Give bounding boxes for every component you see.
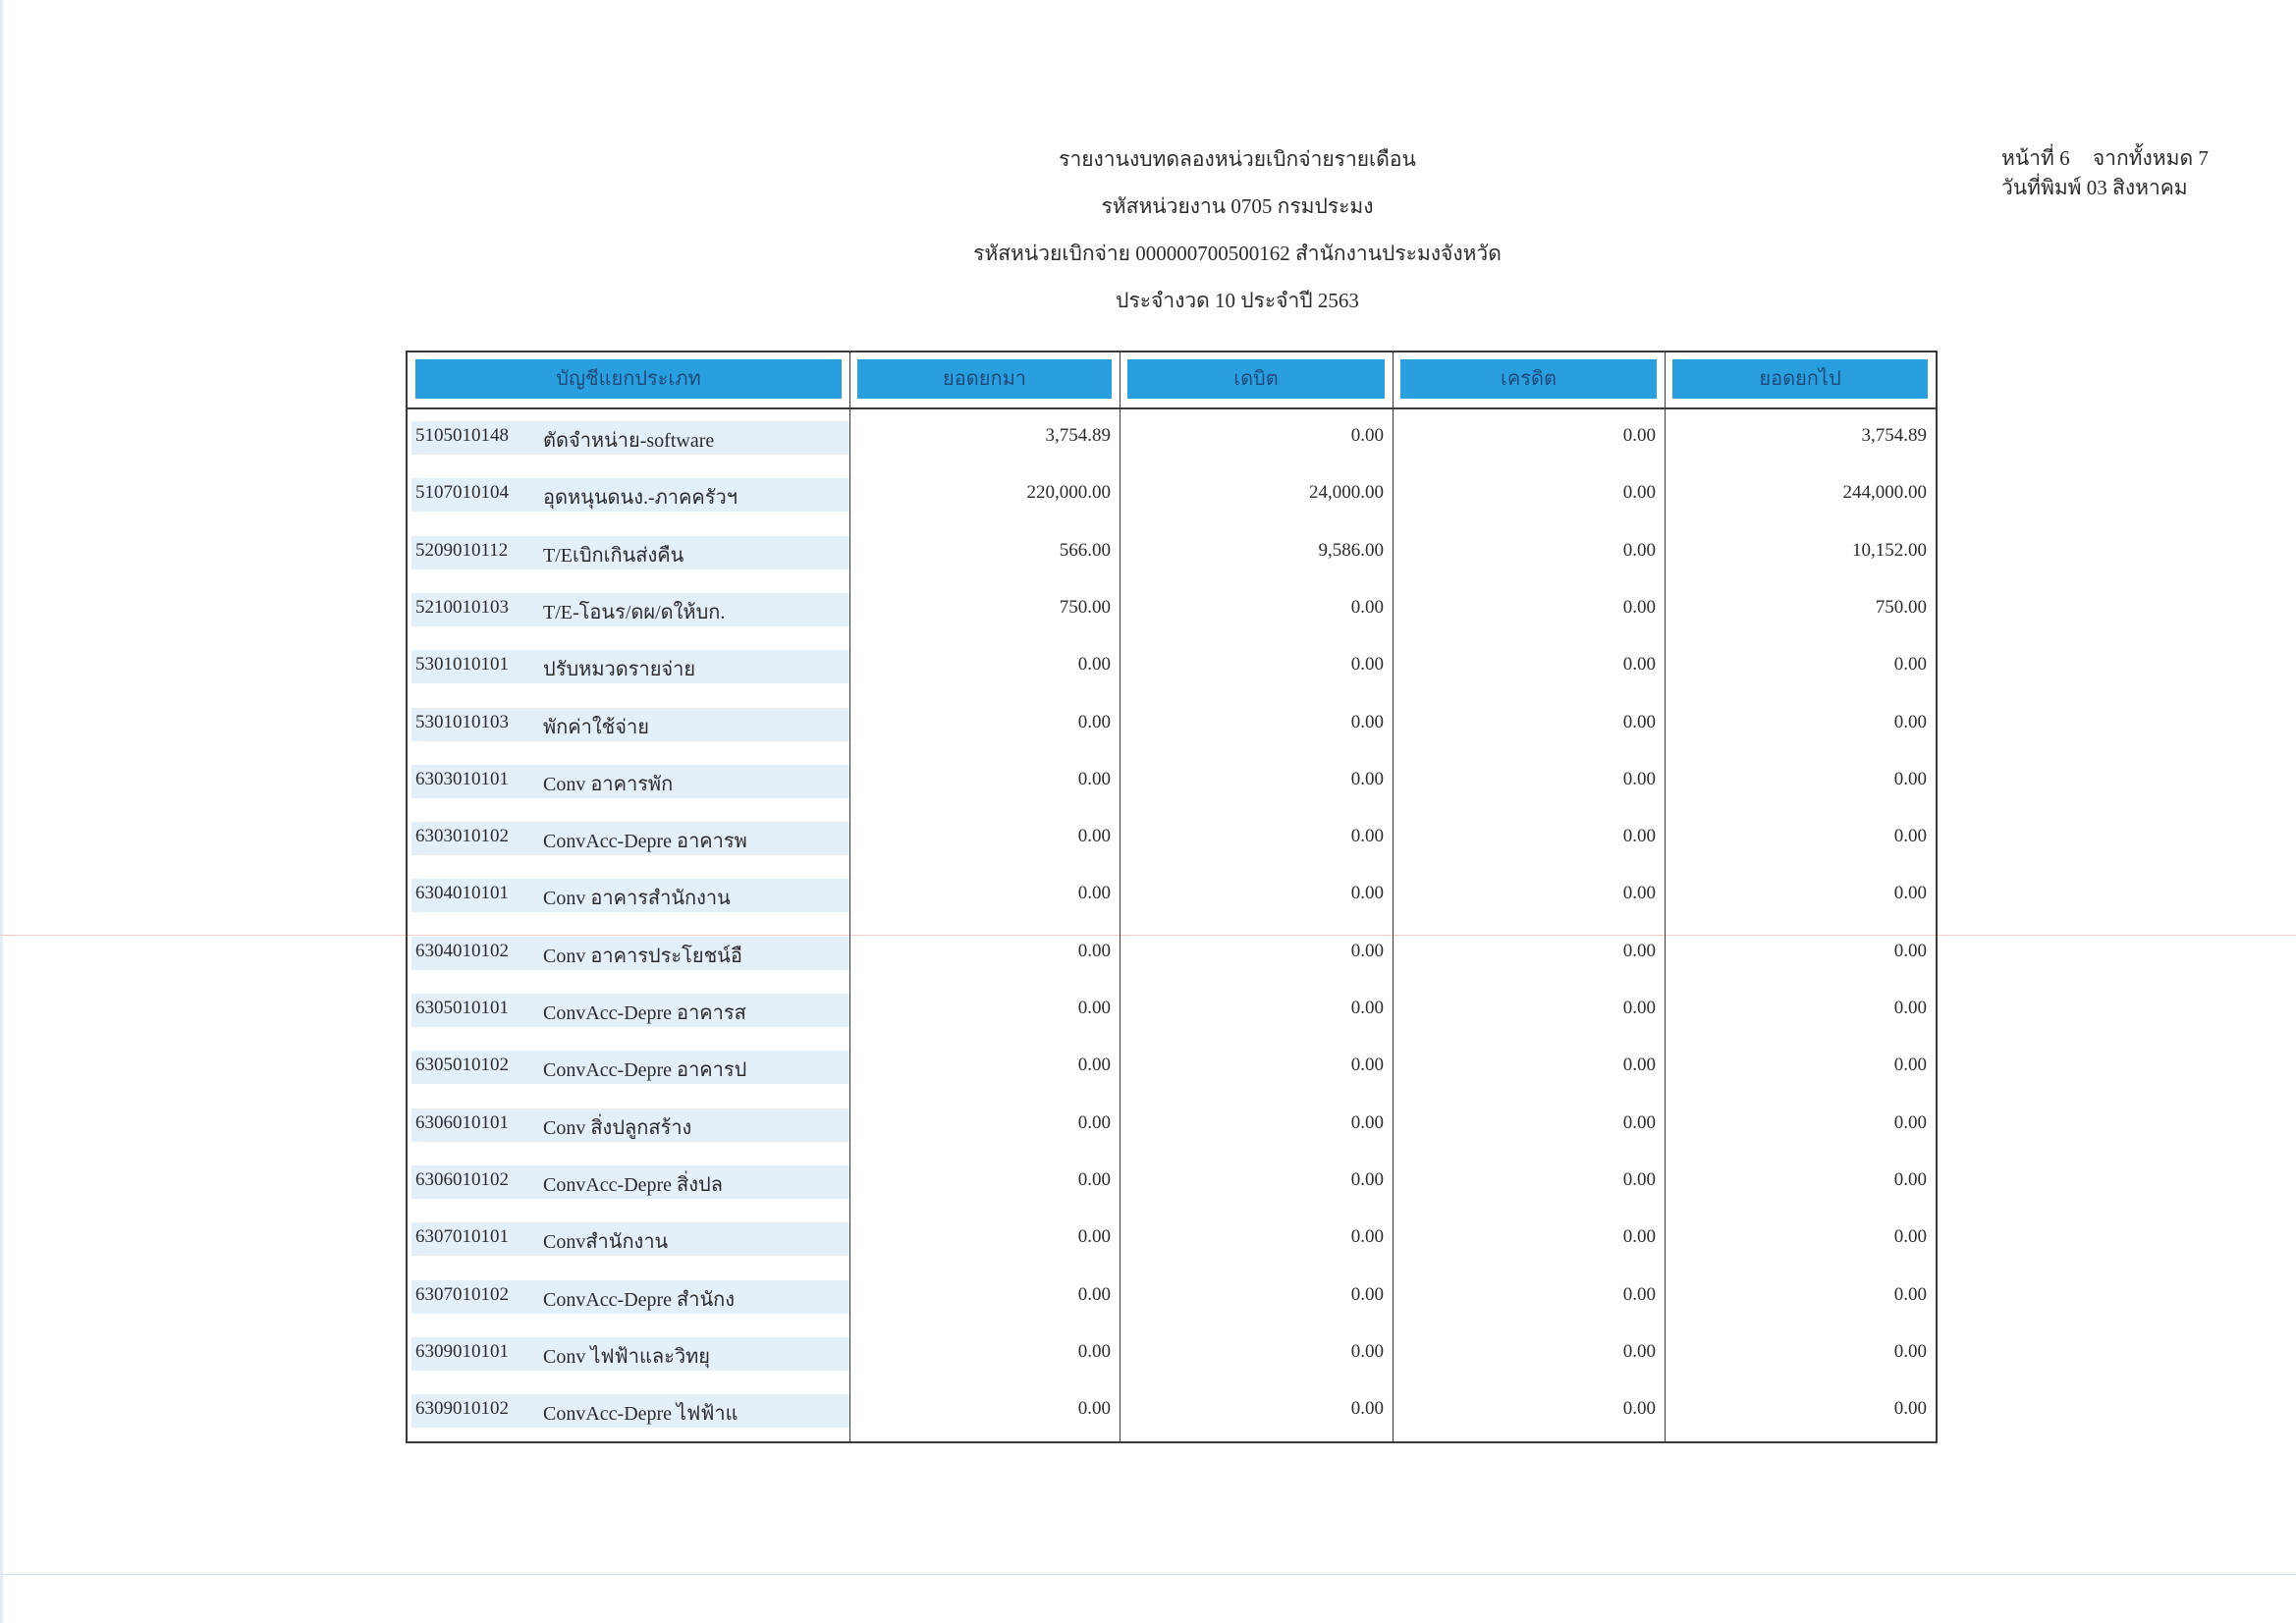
account-cell: [411, 1280, 849, 1314]
table-row: [408, 1097, 1936, 1154]
debit-cell: 0.00: [1350, 1111, 1384, 1133]
carried-forward-cell: 0.00: [1893, 883, 1927, 904]
carried-forward-cell: 3,754.89: [1861, 425, 1927, 446]
carried-forward-cell: 0.00: [1893, 1168, 1927, 1190]
credit-cell: 0.00: [1622, 596, 1656, 618]
account-cell: [411, 937, 849, 970]
account-code: 5301010103: [415, 711, 509, 732]
credit-cell: 0.00: [1622, 883, 1656, 904]
header-brought-forward: ยอดยกมา: [857, 359, 1112, 399]
brought-forward-cell: 0.00: [1077, 1340, 1111, 1362]
account-name: Conv สิ่งปลูกสร้าง: [543, 1116, 692, 1139]
credit-cell: 0.00: [1622, 539, 1656, 561]
debit-cell: 9,586.00: [1318, 539, 1384, 561]
page-label: หน้าที่: [2001, 146, 2054, 170]
carried-forward-cell: 244,000.00: [1842, 482, 1927, 504]
credit-cell: 0.00: [1622, 1398, 1656, 1420]
account-cell: [411, 593, 849, 626]
credit-cell: 0.00: [1622, 1055, 1656, 1076]
account-name: ConvAcc-Depre สิ่งปล: [543, 1173, 723, 1196]
account-name: Conv อาคารสำนักงาน: [543, 888, 731, 910]
carried-forward-cell: 10,152.00: [1852, 539, 1927, 561]
table-row: [408, 1211, 1936, 1268]
debit-cell: 0.00: [1350, 425, 1384, 446]
print-date-label: วันที่พิมพ์: [2001, 176, 2082, 199]
account-cell: [411, 1337, 849, 1371]
table-row: [408, 925, 1936, 982]
carried-forward-cell: 0.00: [1893, 1226, 1927, 1248]
brought-forward-cell: 0.00: [1077, 883, 1111, 904]
account-code: 6305010101: [415, 998, 509, 1018]
credit-cell: 0.00: [1622, 826, 1656, 847]
account-cell: [411, 478, 849, 512]
table-row: [408, 810, 1936, 867]
page-number: 6: [2059, 146, 2070, 170]
account-code: 6309010102: [415, 1398, 509, 1420]
carried-forward-cell: 0.00: [1893, 1283, 1927, 1305]
carried-forward-cell: 0.00: [1893, 654, 1927, 676]
credit-cell: 0.00: [1622, 940, 1656, 961]
account-cell: [411, 765, 849, 798]
account-name: ปรับหมวดรายจ่าย: [543, 659, 696, 681]
account-name: Conv อาคารประโยชน์อื: [543, 945, 742, 967]
table-row: [408, 867, 1936, 924]
carried-forward-cell: 0.00: [1893, 826, 1927, 847]
header-credit: เครดิต: [1400, 359, 1657, 399]
table-row: [408, 1154, 1936, 1211]
brought-forward-cell: 750.00: [1059, 596, 1111, 618]
account-cell: [411, 822, 849, 855]
brought-forward-cell: 0.00: [1077, 1226, 1111, 1248]
account-code: 6307010101: [415, 1226, 509, 1248]
account-code: 5301010101: [415, 654, 509, 676]
credit-cell: 0.00: [1622, 1340, 1656, 1362]
header-ledger-account: บัญชีแยกประเภท: [415, 359, 842, 399]
table-row: [408, 409, 1936, 466]
of-label: จากทั้งหมด: [2092, 146, 2194, 170]
brought-forward-cell: 0.00: [1077, 1283, 1111, 1305]
brought-forward-cell: 220,000.00: [1026, 482, 1111, 504]
table-row: [408, 1269, 1936, 1325]
debit-cell: 0.00: [1350, 826, 1384, 847]
debit-cell: 0.00: [1350, 1398, 1384, 1420]
carried-forward-cell: 0.00: [1893, 1398, 1927, 1420]
account-code: 6304010101: [415, 883, 509, 904]
table-row: [408, 466, 1936, 523]
carried-forward-cell: 0.00: [1893, 998, 1927, 1018]
brought-forward-cell: 3,754.89: [1045, 425, 1111, 446]
credit-cell: 0.00: [1622, 1283, 1656, 1305]
account-name: ConvAcc-Depre สำนักง: [543, 1288, 736, 1311]
carried-forward-cell: 0.00: [1893, 1111, 1927, 1133]
table-row: [408, 696, 1936, 753]
account-cell: [411, 421, 849, 455]
credit-cell: 0.00: [1622, 768, 1656, 789]
account-name: Conv ไฟฟ้าและวิทยุ: [543, 1345, 710, 1368]
print-date: [2001, 173, 2209, 202]
header-carried-forward: ยอดยกไป: [1672, 359, 1928, 399]
header-debit: เดบิต: [1127, 359, 1385, 399]
account-cell: [411, 1394, 849, 1428]
account-cell: [411, 536, 849, 569]
scan-artifact-line: [0, 1574, 2296, 1575]
account-name: ConvAcc-Depre ไฟฟ้าแ: [543, 1403, 738, 1426]
table-row: [408, 524, 1936, 581]
account-code: 6306010101: [415, 1111, 509, 1133]
table-row: [408, 753, 1936, 810]
table-row: [408, 1325, 1936, 1382]
account-cell: [411, 879, 849, 912]
account-code: 6303010102: [415, 826, 509, 847]
table-row: [408, 638, 1936, 695]
carried-forward-cell: 0.00: [1893, 1340, 1927, 1362]
credit-cell: 0.00: [1622, 1168, 1656, 1190]
account-name: T/Eเบิกเกินส่งคืน: [543, 544, 684, 567]
carried-forward-cell: 0.00: [1893, 768, 1927, 789]
brought-forward-cell: 0.00: [1077, 1111, 1111, 1133]
page-counter: [2001, 143, 2209, 173]
brought-forward-cell: 0.00: [1077, 711, 1111, 732]
account-name: ConvAcc-Depre อาคารพ: [543, 831, 747, 853]
print-date-value: 03 สิงหาคม: [2086, 176, 2188, 199]
account-code: 5107010104: [415, 482, 509, 504]
brought-forward-cell: 0.00: [1077, 940, 1111, 961]
report-title: รายงานงบทดลองหน่วยเบิกจ่ายรายเดือน: [1059, 147, 1416, 171]
credit-cell: 0.00: [1622, 425, 1656, 446]
account-cell: [411, 1165, 849, 1199]
brought-forward-cell: 0.00: [1077, 1055, 1111, 1076]
account-cell: [411, 994, 849, 1027]
account-cell: [411, 650, 849, 683]
brought-forward-cell: 0.00: [1077, 1168, 1111, 1190]
debit-cell: 0.00: [1350, 998, 1384, 1018]
trial-balance-table: [406, 351, 1938, 1443]
debit-cell: 0.00: [1350, 654, 1384, 676]
account-name: อุดหนุนดนง.-ภาคครัวฯ: [543, 487, 738, 510]
credit-cell: 0.00: [1622, 1226, 1656, 1248]
carried-forward-cell: 750.00: [1875, 596, 1927, 618]
debit-cell: 0.00: [1350, 1226, 1384, 1248]
total-pages: 7: [2198, 146, 2209, 170]
account-code: 6307010102: [415, 1283, 509, 1305]
account-code: 5210010103: [415, 596, 509, 618]
account-name: ตัดจำหน่าย-software: [543, 430, 715, 452]
credit-cell: 0.00: [1622, 654, 1656, 676]
credit-cell: 0.00: [1622, 1111, 1656, 1133]
brought-forward-cell: 0.00: [1077, 768, 1111, 789]
account-code: 6303010101: [415, 768, 509, 789]
account-code: 5105010148: [415, 425, 509, 446]
table-row: [408, 982, 1936, 1039]
account-cell: [411, 1109, 849, 1142]
carried-forward-cell: 0.00: [1893, 940, 1927, 961]
brought-forward-cell: 0.00: [1077, 826, 1111, 847]
page-info: [2001, 143, 2209, 202]
debit-cell: 0.00: [1350, 596, 1384, 618]
account-cell: [411, 1051, 849, 1084]
account-code: 5209010112: [415, 539, 509, 561]
credit-cell: 0.00: [1622, 998, 1656, 1018]
disbursement-unit-line: รหัสหน่วยเบิกจ่าย 000000700500162 สำนักงานประมงจังหวัด: [973, 242, 1502, 265]
account-code: 6309010101: [415, 1340, 509, 1362]
account-code: 6306010102: [415, 1168, 509, 1190]
period-line: ประจำงวด 10 ประจำปี 2563: [1116, 289, 1359, 312]
brought-forward-cell: 566.00: [1059, 539, 1111, 561]
account-name: ConvAcc-Depre อาคารป: [543, 1059, 747, 1082]
debit-cell: 24,000.00: [1309, 482, 1384, 504]
report-title-block: [884, 135, 1591, 324]
account-cell: [411, 708, 849, 741]
table-row: [408, 1382, 1936, 1439]
account-name: ConvAcc-Depre อาคารส: [543, 1002, 746, 1024]
debit-cell: 0.00: [1350, 768, 1384, 789]
credit-cell: 0.00: [1622, 711, 1656, 732]
account-name: Convสำนักงาน: [543, 1231, 669, 1254]
debit-cell: 0.00: [1350, 940, 1384, 961]
brought-forward-cell: 0.00: [1077, 998, 1111, 1018]
debit-cell: 0.00: [1350, 1340, 1384, 1362]
debit-cell: 0.00: [1350, 1055, 1384, 1076]
debit-cell: 0.00: [1350, 1283, 1384, 1305]
brought-forward-cell: 0.00: [1077, 1398, 1111, 1420]
carried-forward-cell: 0.00: [1893, 1055, 1927, 1076]
scan-edge: [0, 0, 3, 1623]
table-row: [408, 581, 1936, 638]
account-name: พักค่าใช้จ่าย: [543, 716, 649, 738]
brought-forward-cell: 0.00: [1077, 654, 1111, 676]
debit-cell: 0.00: [1350, 711, 1384, 732]
account-code: 6305010102: [415, 1055, 509, 1076]
account-code: 6304010102: [415, 940, 509, 961]
credit-cell: 0.00: [1622, 482, 1656, 504]
account-name: T/E-โอนร/ดผ/ดให้บก.: [543, 601, 726, 623]
debit-cell: 0.00: [1350, 883, 1384, 904]
carried-forward-cell: 0.00: [1893, 711, 1927, 732]
table-row: [408, 1039, 1936, 1096]
debit-cell: 0.00: [1350, 1168, 1384, 1190]
account-name: Conv อาคารพัก: [543, 773, 674, 795]
agency-code-line: รหัสหน่วยงาน 0705 กรมประมง: [1101, 194, 1374, 218]
account-cell: [411, 1222, 849, 1256]
